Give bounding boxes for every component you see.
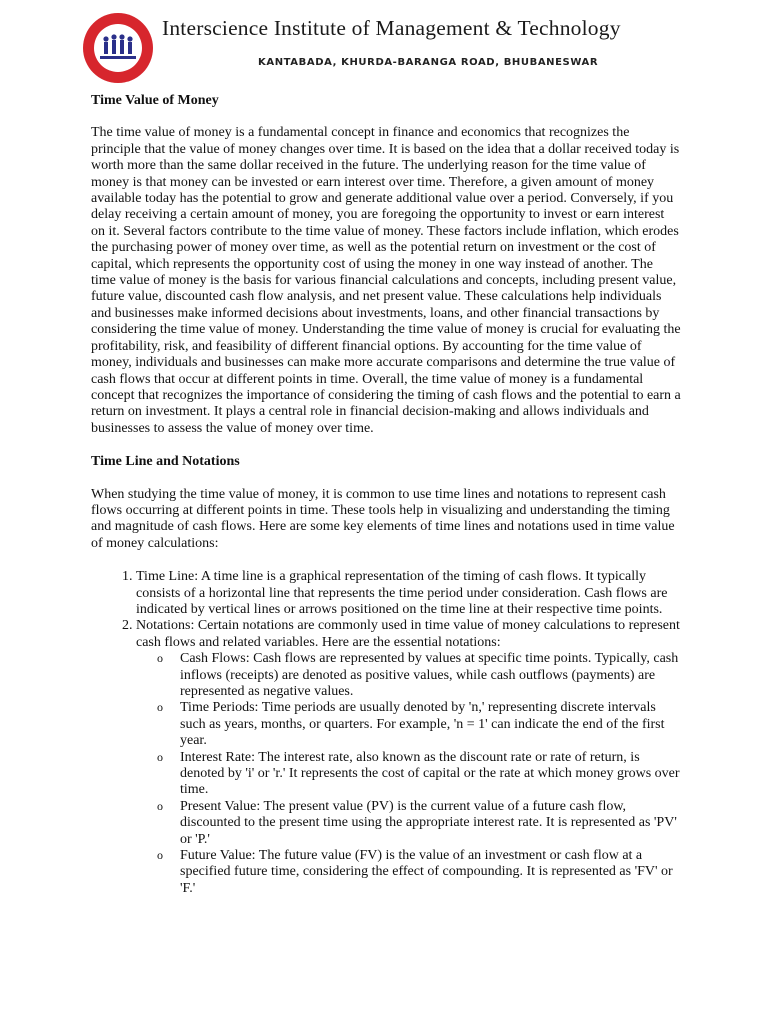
institute-name: Interscience Institute of Management & Technology	[162, 16, 621, 40]
section-heading-time-line: Time Line and Notations	[91, 454, 240, 470]
sub-item-future-value: o Future Value: The future value (FV) is the value of an investment or cash flow at a specified future time, considering the effect of compounding. It is represented as 'FV' or 'F.'	[180, 848, 681, 897]
document-body	[91, 93, 681, 897]
notations-sublist	[136, 651, 681, 897]
sub-item-interest-rate: o Interest Rate: The interest rate, also known as the discount rate or rate of return, is denoted by 'i' or 'r.' It represents the cost of capital or the rate at which money grows over time.	[180, 750, 681, 799]
sub-item-time-periods: o Time Periods: Time periods are usually denoted by 'n,' representing discrete intervals such as years, months, or quarters. For example, 'n = 1' can indicate the end of the first year.	[180, 700, 681, 749]
paragraph-time-line-intro: When studying the time value of money, it is common to use time lines and notations to represent cash flows occurring at different points in time. These tools help in visualizing and understanding the timing and magnitude of cash flows. Here are some key elements of time lines and notations used in time value of money calculations:	[91, 486, 675, 551]
sub-item-present-value: o Present Value: The present value (PV) is the current value of a future cash flow, discounted to the present time using the appropriate interest rate. It is represented as 'PV' or 'P.'	[180, 799, 681, 848]
institute-logo	[82, 12, 154, 84]
numbered-list	[91, 569, 681, 897]
sub-item-cash-flows: o Cash Flows: Cash flows are represented by values at specific time points. Typically, cash inflows (receipts) are denoted as positive values, while cash outflows (payments) are represented as negative values.	[180, 651, 681, 700]
institute-address: KANTABADA, KHURDA-BARANGA ROAD, BHUBANESWAR	[258, 57, 599, 68]
list-item-time-line: 1. Time Line: A time line is a graphical representation of the timing of cash flows. It typically consists of a horizontal line that represents the time period under consideration. Cash flows are indicated by vertical lines or arrows positioned on the time line at their respective time points.	[136, 569, 681, 618]
paragraph-time-value: The time value of money is a fundamental concept in finance and economics that recognizes the principle that the value of money changes over time. It is based on the idea that a dollar received today is worth more than the same dollar received in the future. The underlying reason for the time value of money is that money can be invested or earn interest over time. Therefore, a given amount of money available today has the potential to grow and generate additional value over a period. Conversely, if you delay receiving a certain amount of money, you are foregoing the opportunity to invest or earn interest on it. Several factors contribute to the time value of money. These factors include inflation, which erodes the purchasing power of money over time, as well as the potential return on investment or the cost of capital, which represents the opportunity cost of using the money in one way instead of another. The time value of money is the basis for various financial calculations and concepts, including present value, future value, discounted cash flow analysis, and net present value. These calculations help individuals and businesses make informed decisions about investments, loans, and other financial transactions by considering the time value of money. Understanding the time value of money is crucial for evaluating the profitability, risk, and feasibility of different financial options. By accounting for the time value of money, individuals and businesses can make more accurate comparisons and determine the true value of cash flows that occur at different points in time. Overall, the time value of money is a fundamental concept that recognizes the importance of considering the timing of cash flows and the potential to earn a return on investment. It plays a central role in financial decision-making and allows individuals and businesses to assess the value of money over time.	[91, 125, 681, 436]
list-item-notations: 2. Notations: Certain notations are commonly used in time value of money calculations to represent cash flows and related variables. Here are the essential notations: o Cash Flows: Cash flows are represented by values at specific time points. Typically, cash inflows (receipts) are denoted as positive values, while cash outflows (payments) are represented as negative values. o Time Periods: Time periods are usually denoted by 'n,' representing discrete intervals such as years, months, or quarters. For example, 'n = 1' can indicate the end of the first year. o Interest Rate: The interest rate, also known as the discount rate or rate of return, is denoted by 'i' or 'r.' It represents the cost of capital or the rate at which money grows over time. o Present Value: The present value (PV) is the current value of a future cash flow, discounted to the present time using the appropriate interest rate. It is represented as 'PV' or 'P.' o Future Value: The future value (FV) is the value of an investment or cash flow at a specified future time, considering the effect of compounding. It is represented as 'FV' or 'F.'	[136, 618, 681, 897]
document-header	[0, 0, 768, 90]
section-heading-time-value: Time Value of Money	[91, 93, 219, 108]
